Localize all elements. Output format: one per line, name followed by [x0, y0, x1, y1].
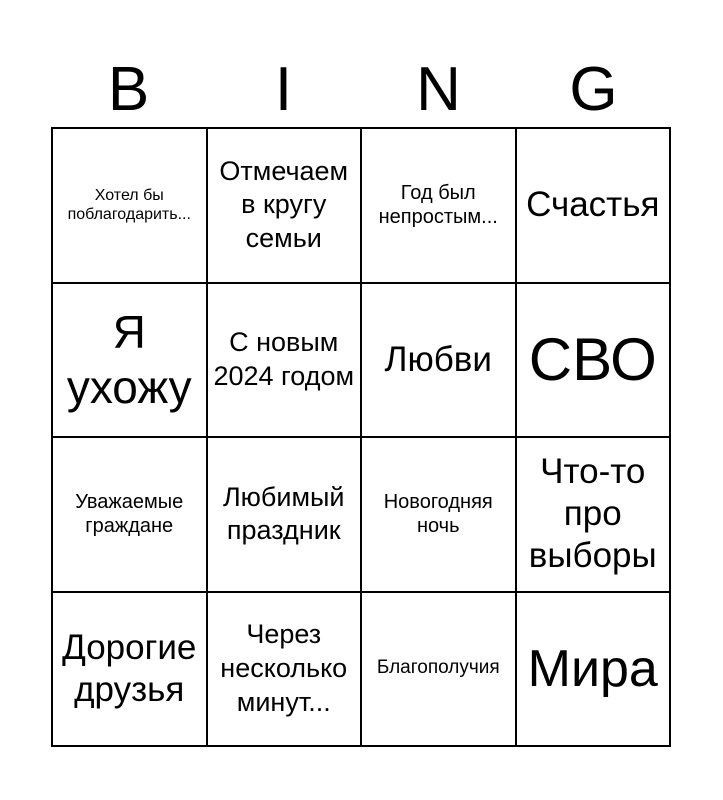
header-letter-i: I [274, 55, 293, 124]
bingo-cell-text: Я ухожу [66, 305, 192, 413]
bingo-cell[interactable] [53, 593, 208, 748]
bingo-cell[interactable] [517, 593, 672, 748]
bingo-cell-text: Год был непростым... [378, 182, 498, 229]
bingo-cell-text: Отмечаем в кругу семьи [219, 155, 349, 254]
bingo-cell-text: Любимый праздник [222, 481, 345, 546]
bingo-cell-text: Благополучия [376, 657, 500, 679]
bingo-cell-text: Мира [527, 639, 658, 698]
bingo-cell[interactable] [517, 129, 672, 284]
bingo-cell-text: Что-то про выборы [528, 452, 657, 576]
bingo-cell[interactable] [362, 129, 517, 284]
header-letter-b: B [107, 55, 150, 124]
bingo-cell[interactable] [362, 284, 517, 439]
bingo-grid [51, 127, 671, 747]
bingo-cell[interactable] [53, 129, 208, 284]
bingo-cell[interactable] [208, 438, 363, 593]
bingo-cell[interactable] [208, 593, 363, 748]
bingo-cell-text: С новым 2024 годом [213, 327, 355, 391]
header-letter-g: G [569, 55, 618, 124]
bingo-cell[interactable] [53, 438, 208, 593]
bingo-cell[interactable] [53, 284, 208, 439]
bingo-cell[interactable] [517, 284, 672, 439]
bingo-cell-text: СВО [528, 325, 657, 393]
bingo-cell-text: Через несколько минут... [220, 619, 348, 717]
bingo-cell[interactable] [362, 593, 517, 748]
bingo-cell-text: Дорогие друзья [62, 627, 197, 709]
bingo-cell-text: Хотел бы поблагодарить... [67, 187, 191, 224]
bingo-cell[interactable] [517, 438, 672, 593]
bingo-cell[interactable] [362, 438, 517, 593]
bingo-header [51, 52, 671, 128]
bingo-cell-text: Счастья [526, 185, 660, 225]
bingo-cell-text: Любви [384, 339, 492, 379]
bingo-cell[interactable] [208, 129, 363, 284]
bingo-cell[interactable] [208, 284, 363, 439]
bingo-cell-text: Уважаемые граждане [75, 491, 184, 538]
header-letter-n: N [416, 55, 461, 124]
bingo-cell-text: Новогодняя ночь [383, 491, 493, 538]
